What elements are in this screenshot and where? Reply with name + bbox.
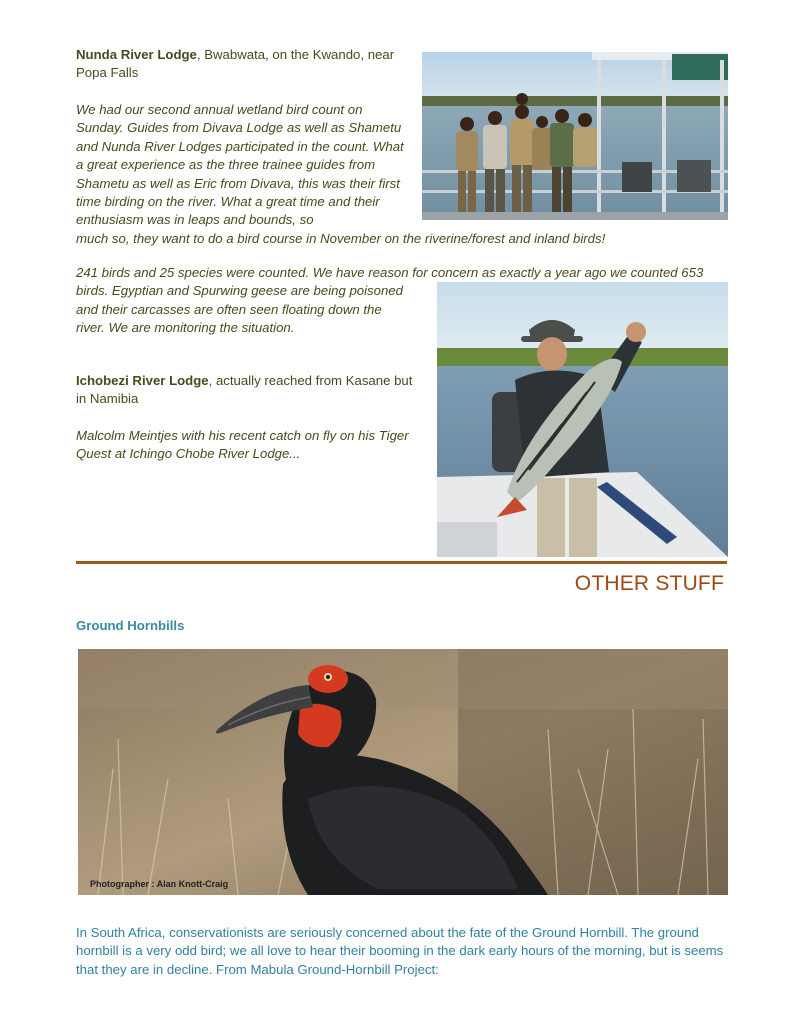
nunda-lodge-location: , Bwabwata, on the Kwando, near Popa Falls <box>76 47 395 81</box>
ichobezi-lodge-name: Ichobezi River Lodge <box>76 373 209 388</box>
fishing-caption: Malcolm Meintjes with his recent catch on fly on his Tiger Quest at Ichingo Chobe River Lodge... <box>76 428 409 462</box>
guides-boat-photo <box>422 52 728 220</box>
ground-hornbill-photo <box>78 649 728 895</box>
bird-count-rest: birds. Egyptian and Spurwing geese are being poisoned and their carcasses are often seen floating down the river. We are monitoring the situation. <box>76 283 403 336</box>
bird-count-line1: 241 birds and 25 species were counted. We have reason for concern as exactly a year ago we counted 653 <box>76 265 704 280</box>
nunda-body-narrow: We had our second annual wetland bird count on Sunday. Guides from Divava Lodge as well as Shametu and Nunda River Lodges participated in the count. What a great experience as the three trainee guides from Shametu as well as Eric from Divava, this was their first time birding on the river. What a great time and their enthusiasm was in leaps and bounds, so <box>76 102 404 228</box>
photographer-credit: Photographer : Alan Knott-Craig <box>90 879 229 889</box>
nunda-body-wide: much so, they want to do a bird course in November on the riverine/forest and inland birds! <box>76 230 606 246</box>
hornbill-paragraph: In South Africa, conservationists are seriously concerned about the fate of the Ground Hornbill. The ground hornbill is a very odd bird; we all love to hear their booming in the dark early hours of the morning, but is seems that they are in decline. From Mabula Ground-Hornbill Project: <box>76 925 724 977</box>
fisherman-tigerfish-photo <box>437 282 728 557</box>
section-divider <box>76 561 727 564</box>
nunda-lodge-heading <box>76 46 416 83</box>
ichobezi-lodge-location: , actually reached from Kasane but in Namibia <box>76 373 413 407</box>
section-title: OTHER STUFF <box>574 572 724 595</box>
nunda-lodge-name: Nunda River Lodge <box>76 47 197 62</box>
ground-hornbills-heading: Ground Hornbills <box>76 618 185 633</box>
ichobezi-lodge-heading <box>76 372 421 409</box>
